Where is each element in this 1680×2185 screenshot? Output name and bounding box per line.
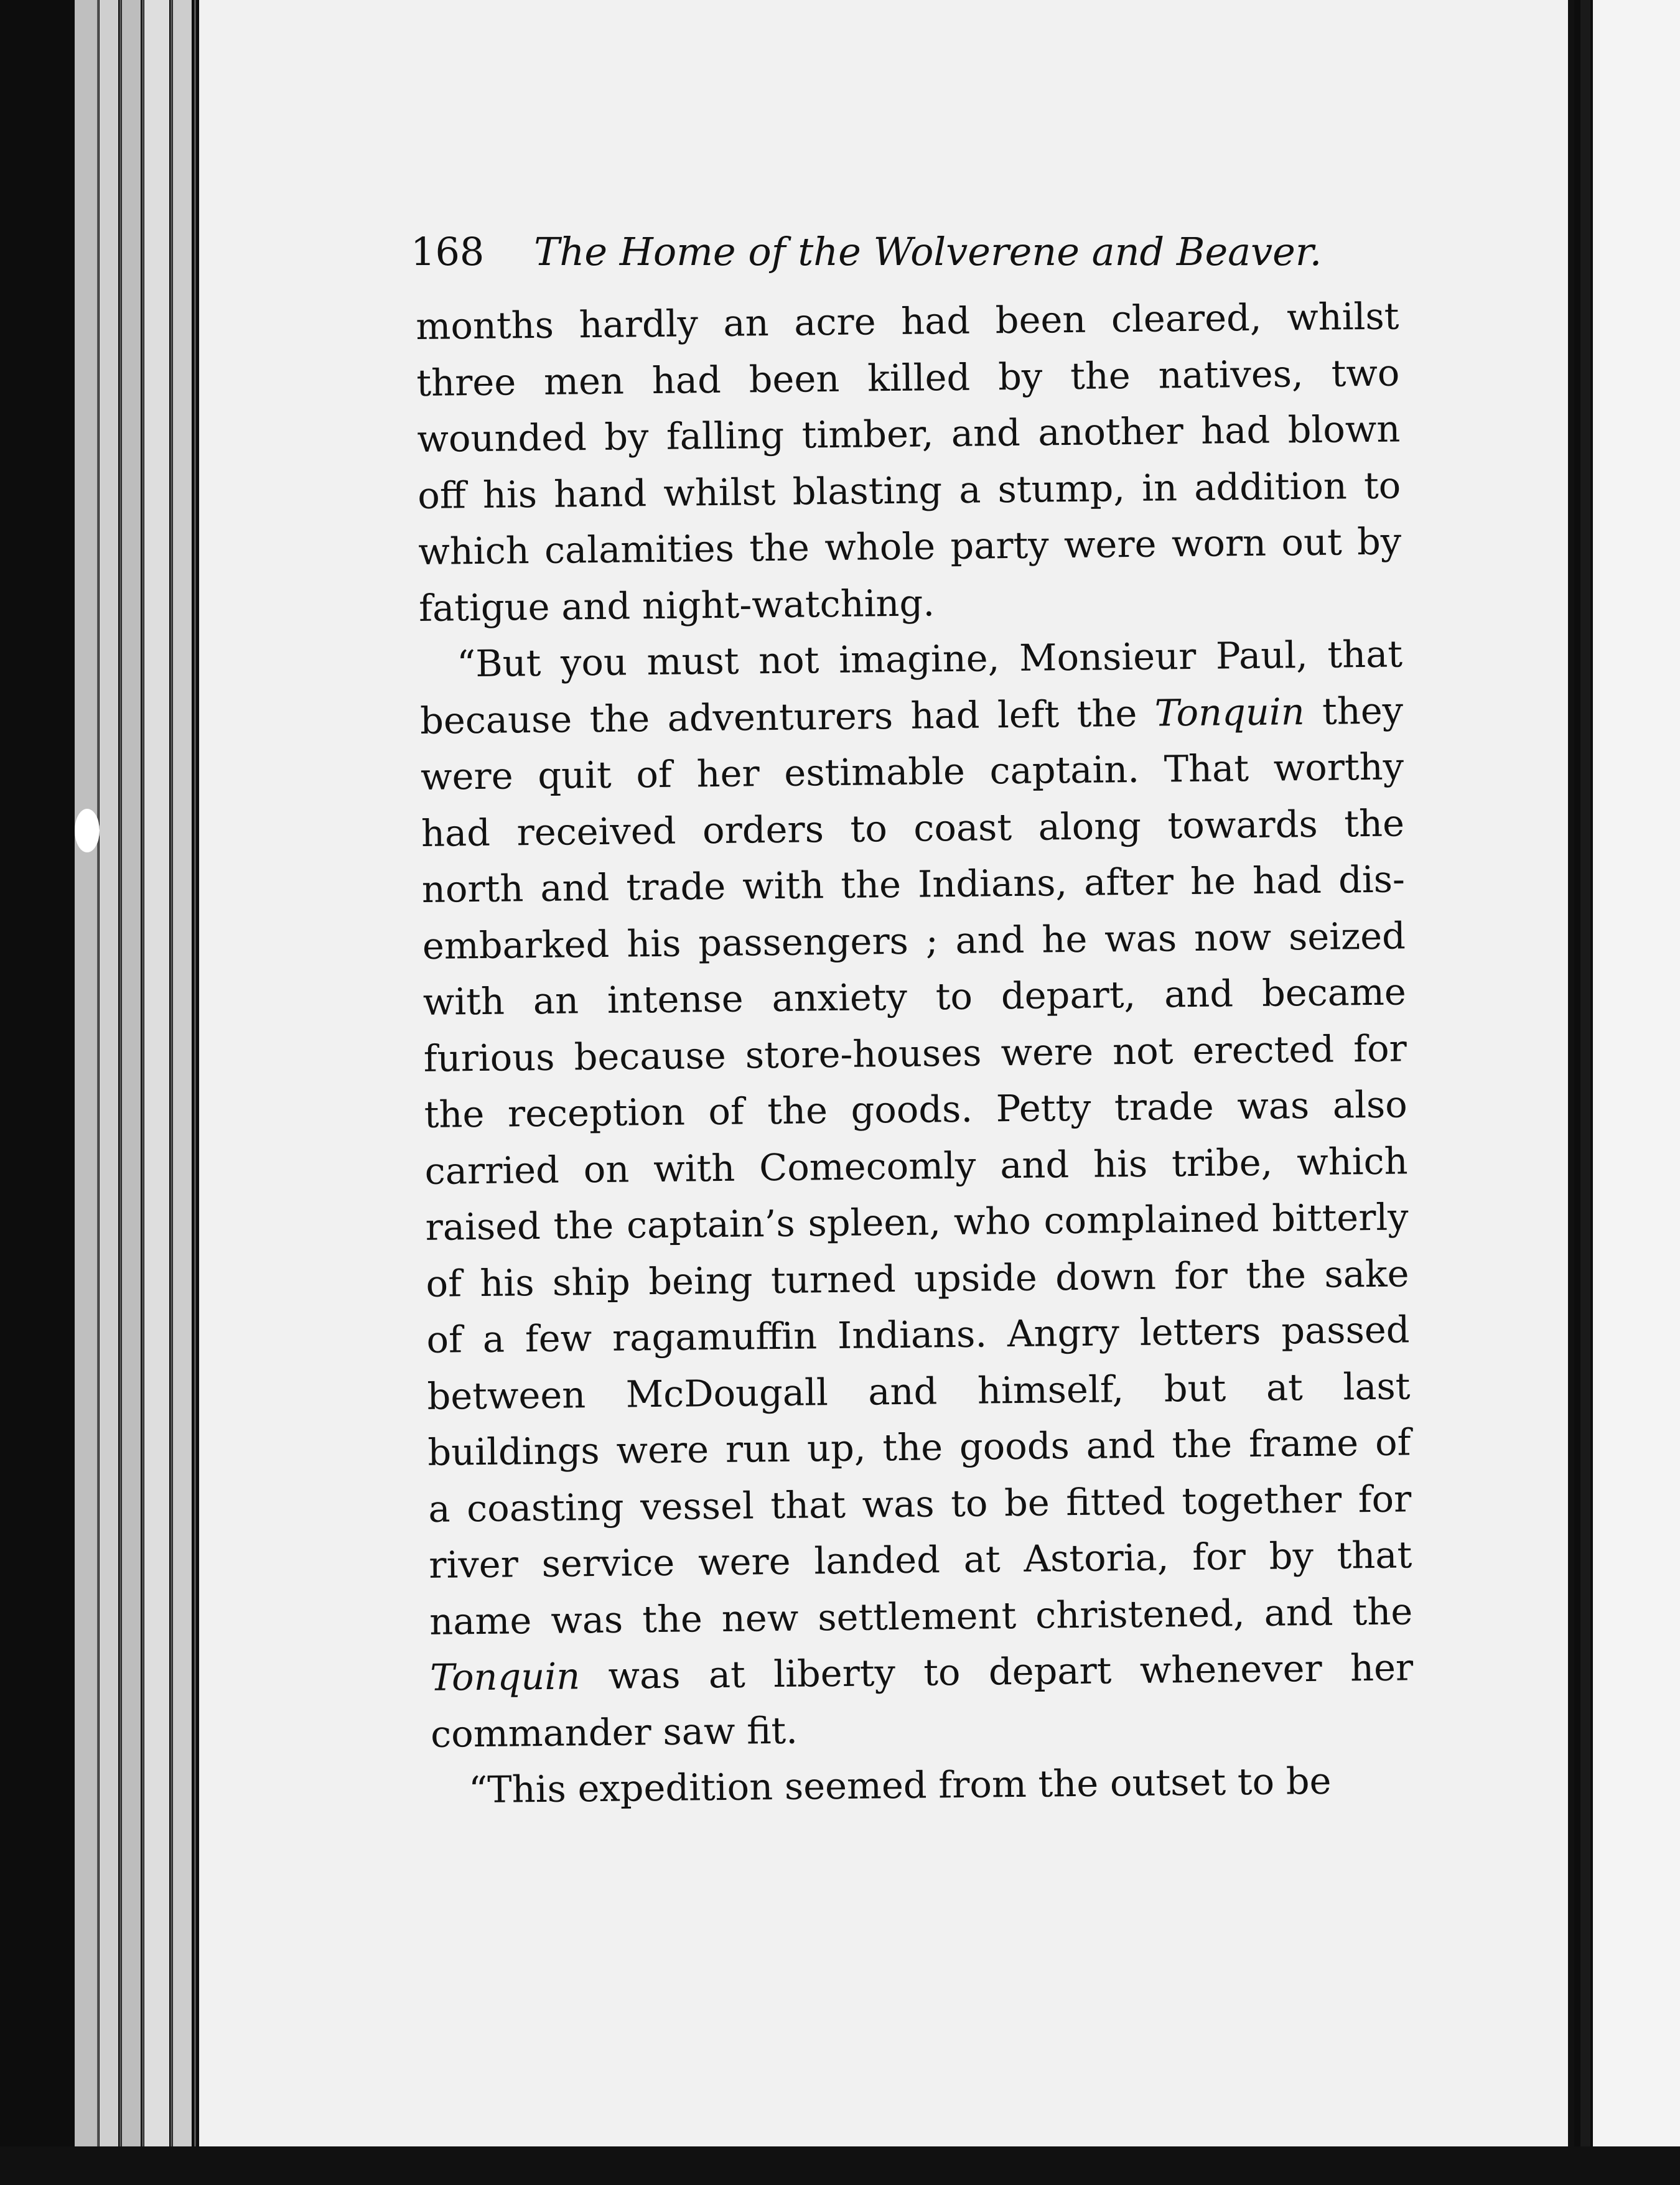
page-edge-line [119, 0, 121, 2185]
text-line: between McDougall and himself, but at last [427, 1364, 1411, 1418]
ship-name: Tonquin [1154, 689, 1305, 735]
text-line: fatigue and night-watching. [418, 580, 935, 630]
text-line: river service were landed at Astoria, for by that [428, 1533, 1412, 1586]
page-edge-line [170, 0, 172, 2185]
page-edge [173, 0, 192, 2185]
text-line: furious because store-houses were not erected for [423, 1026, 1407, 1080]
text-line: Tonquin was at liberty to depart whenever her [429, 1646, 1414, 1699]
text-line: commander saw fit. [430, 1708, 798, 1756]
text-line: off his hand whilst blasting a stump, in addition to [417, 463, 1401, 517]
running-title: The Home of the Wolverene and Beaver. [534, 229, 1322, 274]
page-edge [75, 0, 97, 2185]
text-line: buildings were run up, the goods and the frame of [427, 1420, 1411, 1474]
text-line: a coasting vessel that was to be fitted together for [428, 1476, 1412, 1530]
text-line: raised the captain’s spleen, who complained bitterly [425, 1195, 1409, 1249]
page-number: 168 [411, 229, 485, 274]
text-line: had received orders to coast along towards the [421, 801, 1405, 855]
text-line: “But you must not imagine, Monsieur Paul, that [456, 632, 1403, 686]
ship-name: Tonquin [429, 1654, 581, 1699]
scan-speck [75, 809, 100, 852]
text-line: of his ship being turned upside down for the sake [426, 1251, 1409, 1305]
page-edge-line [97, 0, 99, 2185]
text-line: three men had been killed by the natives, two [416, 350, 1400, 404]
scan-border [0, 2146, 1680, 2185]
page-edge [100, 0, 118, 2185]
page-edge-line [194, 0, 196, 2185]
facing-page-edge [1593, 0, 1680, 2185]
text-line: the reception of the goods. Petty trade was also [424, 1083, 1408, 1136]
text-line: were quit of her estimable captain. That worthy [420, 745, 1404, 798]
text-line: months hardly an acre had been cleared, whilst [416, 294, 1399, 348]
text-line: which calamities the whole party were worn out by [418, 519, 1402, 573]
text-line: with an intense anxiety to depart, and became [422, 970, 1407, 1023]
text-line: north and trade with the Indians, after he had dis- [421, 857, 1406, 911]
page-edge-line [142, 0, 144, 2185]
text-line: wounded by falling timber, and another had blown [417, 407, 1401, 460]
page-edge [122, 0, 141, 2185]
gutter-shadow [1580, 0, 1590, 2185]
body-text [416, 288, 1415, 1819]
page-header [411, 229, 1419, 274]
text-line: of a few ragamuffin Indians. Angry letters passed [426, 1308, 1410, 1361]
text-line: “This expedition seemed from the outset to be [468, 1759, 1332, 1812]
text-line: name was the new settlement christened, and the [429, 1589, 1413, 1643]
text-line: embarked his passengers ; and he was now seized [422, 913, 1406, 967]
page-edge [144, 0, 169, 2185]
text-line: because the adventurers had left the Tonquin they [419, 688, 1404, 742]
text-line: carried on with Comecomly and his tribe, which [424, 1139, 1408, 1193]
